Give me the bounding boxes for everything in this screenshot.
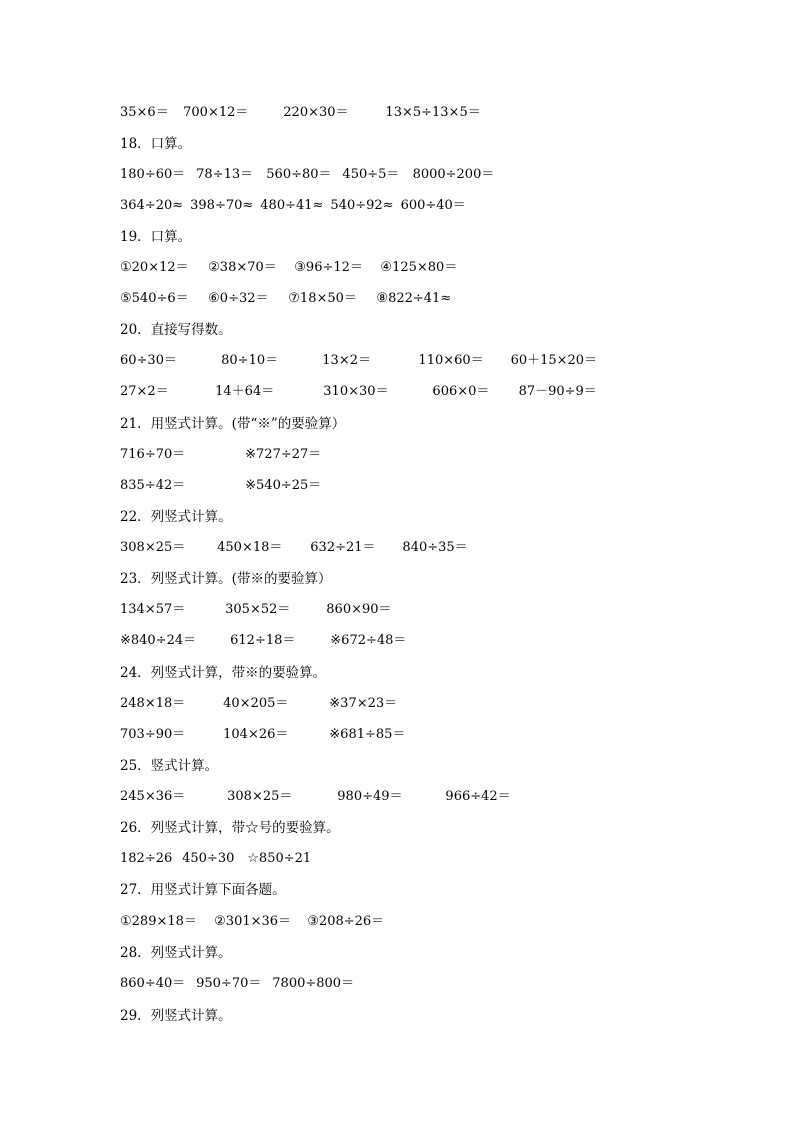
problem: 60÷30＝ (120, 353, 177, 368)
question-heading: 24．列竖式计算，带※的要验算。 (120, 665, 327, 681)
question-heading: 23．列竖式计算。(带※的要验算） (120, 571, 332, 587)
problem: ※840÷24＝ (120, 633, 197, 648)
problem: 248×18＝ (120, 696, 186, 711)
problem: ⑤540÷6＝ (120, 291, 189, 306)
problem: 13×2＝ (322, 353, 371, 368)
question-heading: 26．列竖式计算，带☆号的要验算。 (120, 820, 340, 836)
problem: 700×12＝ (183, 105, 249, 120)
problem: 600÷40＝ (400, 198, 466, 213)
problem: 450÷30 (182, 851, 235, 866)
problem: ⑦18×50＝ (288, 291, 357, 306)
problem: 840÷35＝ (402, 540, 468, 555)
problem: 980÷49＝ (337, 789, 403, 804)
problem: 87－90÷9＝ (518, 384, 597, 399)
problem: ※672÷48＝ (330, 633, 407, 648)
problem-row (120, 447, 321, 463)
problem: ☆850÷21 (247, 851, 312, 866)
problem: ※727÷27＝ (245, 447, 322, 462)
problem: ※681÷85＝ (329, 727, 406, 742)
problem-row (120, 851, 311, 867)
problem: 14＋64＝ (215, 384, 275, 399)
problem-row (120, 602, 392, 618)
problem: 310×30＝ (323, 384, 389, 399)
problem: 860÷40＝ (120, 976, 186, 991)
problem: ※540÷25＝ (245, 478, 322, 493)
problem-row (120, 789, 511, 805)
problem-row (120, 540, 468, 556)
problem: 78÷13＝ (196, 167, 254, 182)
problem-row (120, 633, 406, 649)
problem: ②301×36＝ (214, 914, 292, 929)
problem: ②38×70＝ (208, 260, 277, 275)
question-heading: 18．口算。 (120, 136, 192, 152)
problem: 950÷70＝ (196, 976, 262, 991)
problem-row (120, 291, 451, 307)
problem-row (120, 727, 405, 743)
problem: 703÷90＝ (120, 727, 186, 742)
problem: 966÷42＝ (445, 789, 511, 804)
problem: 450÷5＝ (342, 167, 400, 182)
problem: 398÷70≈ (190, 198, 254, 213)
problem: 308×25＝ (120, 540, 186, 555)
problem: 27×2＝ (120, 384, 169, 399)
problem: 860×90＝ (326, 602, 392, 617)
problem-row (120, 105, 481, 121)
problem: ①289×18＝ (120, 914, 197, 929)
question-heading: 20．直接写得数。 (120, 322, 232, 338)
problem: ③208÷26＝ (307, 914, 385, 929)
problem: 60＋15×20＝ (510, 353, 598, 368)
problem: 480÷41≈ (260, 198, 324, 213)
problem: 134×57＝ (120, 602, 186, 617)
problem: ⑧822÷41≈ (376, 291, 452, 306)
problem-row (120, 198, 466, 214)
problem: 13×5÷13×5＝ (385, 105, 481, 120)
problem-row (120, 976, 354, 992)
problem: ※37×23＝ (329, 696, 398, 711)
problem: 612÷18＝ (230, 633, 296, 648)
problem: 835÷42＝ (120, 478, 186, 493)
problem-row (120, 696, 397, 712)
problem: 364÷20≈ (120, 198, 184, 213)
problem-row (120, 478, 321, 494)
problem: 220×30＝ (283, 105, 349, 120)
problem: 182÷26 (120, 851, 173, 866)
problem: 110×60＝ (418, 353, 484, 368)
question-heading: 29．列竖式计算。 (120, 1008, 232, 1024)
question-heading: 28．列竖式计算。 (120, 945, 232, 961)
problem: 80÷10＝ (221, 353, 279, 368)
problem: 40×205＝ (223, 696, 289, 711)
problem: 606×0＝ (432, 384, 490, 399)
problem: ①20×12＝ (120, 260, 189, 275)
problem-row (120, 384, 597, 400)
problem: 104×26＝ (223, 727, 289, 742)
problem-row (120, 914, 384, 930)
problem: 7800÷800＝ (272, 976, 355, 991)
question-heading: 22．列竖式计算。 (120, 509, 232, 525)
problem: ⑥0÷32＝ (208, 291, 269, 306)
problem-row (120, 167, 494, 183)
problem-row (120, 260, 457, 276)
problem: 450×18＝ (217, 540, 283, 555)
question-heading: 19．口算。 (120, 229, 192, 245)
problem: 560÷80＝ (266, 167, 332, 182)
problem: ③96÷12＝ (294, 260, 363, 275)
problem: 35×6＝ (120, 105, 169, 120)
problem: 632÷21＝ (310, 540, 376, 555)
problem: ④125×80＝ (380, 260, 458, 275)
question-heading: 21．用竖式计算。(带“※”的要验算） (120, 416, 346, 432)
problem: 540÷92≈ (330, 198, 394, 213)
problem: 8000÷200＝ (412, 167, 495, 182)
problem: 180÷60＝ (120, 167, 186, 182)
problem: 305×52＝ (225, 602, 291, 617)
problem: 716÷70＝ (120, 447, 186, 462)
problem: 308×25＝ (227, 789, 293, 804)
problem-row (120, 353, 597, 369)
question-heading: 25．竖式计算。 (120, 758, 219, 774)
question-heading: 27．用竖式计算下面各题。 (120, 882, 286, 898)
problem: 245×36＝ (120, 789, 186, 804)
